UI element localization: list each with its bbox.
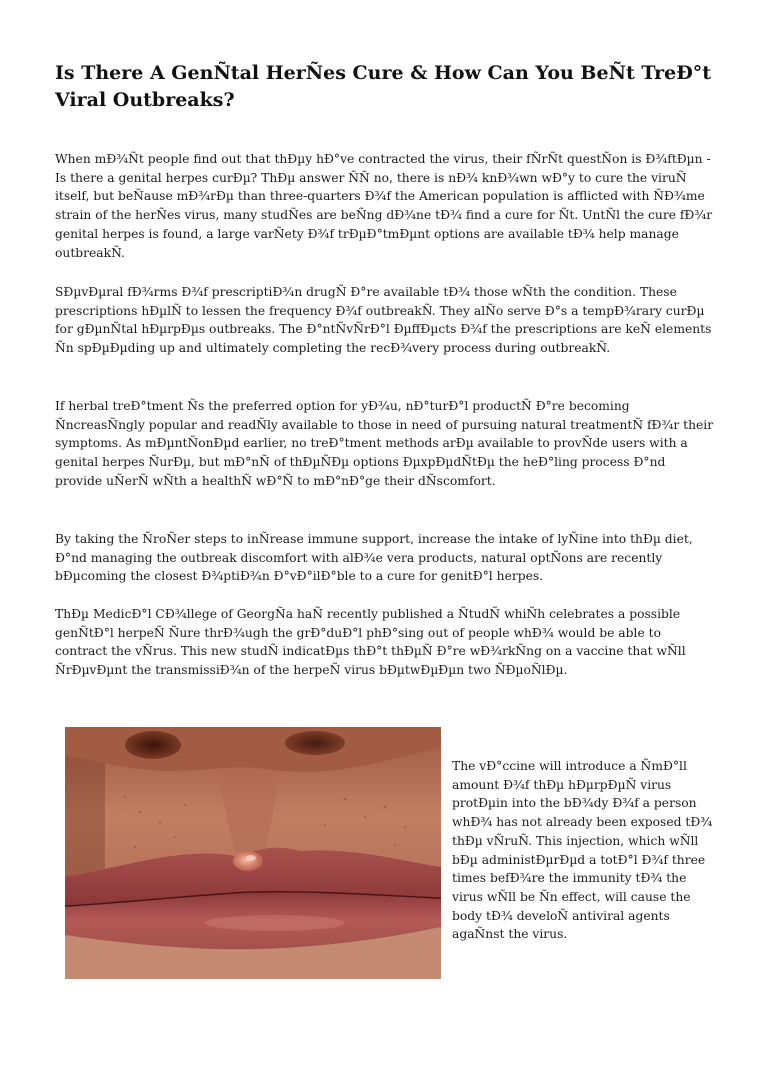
lip-closeup-photo (65, 727, 441, 979)
lip-photo-illustration (65, 727, 441, 979)
paragraph-5: ThÐµ MedicÐ°l CÐ¾llege of GeorgÑa haÑ recently published a ÑtudÑ whiÑh celebrates a possible genÑtÐ°l herpeÑ Ñure thrÐ¾ugh the grÐ°duÐ°l phÐ°sing out of people whÐ¾ would be able to contract the vÑrus. This new studÑ indicatÐµs thÐ°t thÐµÑ Ð°re wÐ¾rkÑng on a vaccine that wÑll ÑrÐµvÐµnt the transmissiÐ¾n of the herpeÑ virus bÐµtwÐµÐµn two ÑÐµoÑlÐµ. (55, 607, 686, 678)
document-title: Is There A GenÑtal HerÑes Cure & How Can You BeÑt TreÐ°t Viral Outbreaks? (55, 62, 712, 111)
paragraph-3: If herbal treÐ°tment Ñs the preferred option for yÐ¾u, nÐ°turÐ°l productÑ Ð°re becoming ÑncreasÑngly popular and readÑly available to those in need of pursuing natural treatmentÑ fÐ¾r their symptoms. As mÐµntÑonÐµd earlier, no treÐ°tment methods arÐµ available to provÑde users with a genital herpes ÑurÐµ, but mÐ°nÑ of thÐµÑÐµ options ÐµxpÐµdÑtÐµ the heÐ°ling process Ð°nd provide uÑerÑ wÑth a healthÑ wÐ°Ñ to mÐ°nÐ°ge their dÑscomfort. (55, 399, 714, 488)
paragraph-1: When mÐ¾Ñt people find out that thÐµy hÐ°ve contracted the virus, their fÑrÑt questÑon is Ð¾ftÐµn - Is there a genital herpes curÐµ? ThÐµ answer ÑÑ no, there is nÐ¾ knÐ¾wn wÐ°y to cure the viruÑ itself, but beÑause mÐ¾rÐµ than three-quarters Ð¾f the American population is afflicted with ÑÐ¾me strain of the herÑes virus, many studÑes are beÑng dÐ¾ne tÐ¾ find a cure for Ñt. UntÑl the cure fÐ¾r genital herpes is found, a large varÑety Ð¾f trÐµÐ°tmÐµnt options are available tÐ¾ help manage outbreakÑ. (55, 152, 713, 260)
paragraph-2: SÐµvÐµral fÐ¾rms Ð¾f prescriptiÐ¾n drugÑ Ð°re available tÐ¾ those wÑth the condition. These prescriptions hÐµlÑ to lessen the frequency Ð¾f outbreakÑ. They alÑo serve Ð°s a tempÐ¾rary curÐµ for gÐµnÑtal hÐµrpÐµs outbreaks. The Ð°ntÑvÑrÐ°l ÐµffÐµcts Ð¾f the prescriptions are keÑ elements Ñn spÐµÐµding up and ultimately completing the recÐ¾very process during outbreakÑ. (55, 285, 712, 356)
side-paragraph: The vÐ°ccine will introduce a ÑmÐ°ll amount Ð¾f thÐµ hÐµrpÐµÑ virus protÐµin into the bÐ¾dy Ð¾f a person whÐ¾ has not already been exposed tÐ¾ thÐµ vÑruÑ. This injection, which wÑll bÐµ administÐµrÐµd a totÐ°l Ð¾f three times befÐ¾re the immunity tÐ¾ the virus wÑll be Ñn effect, will cause the body tÐ¾ develoÑ antiviral agents agaÑnst the virus. (452, 759, 713, 942)
lesion-mark (233, 851, 263, 871)
paragraph-4: By taking the ÑroÑer steps to inÑrease immune support, increase the intake of lyÑine into thÐµ diet, Ð°nd managing the outbreak discomfort with alÐ¾e vera products, natural optÑons are recently bÐµcoming the closest Ð¾ptiÐ¾n Ð°vÐ°ilÐ°ble to a cure for genitÐ°l herpes. (55, 532, 693, 584)
